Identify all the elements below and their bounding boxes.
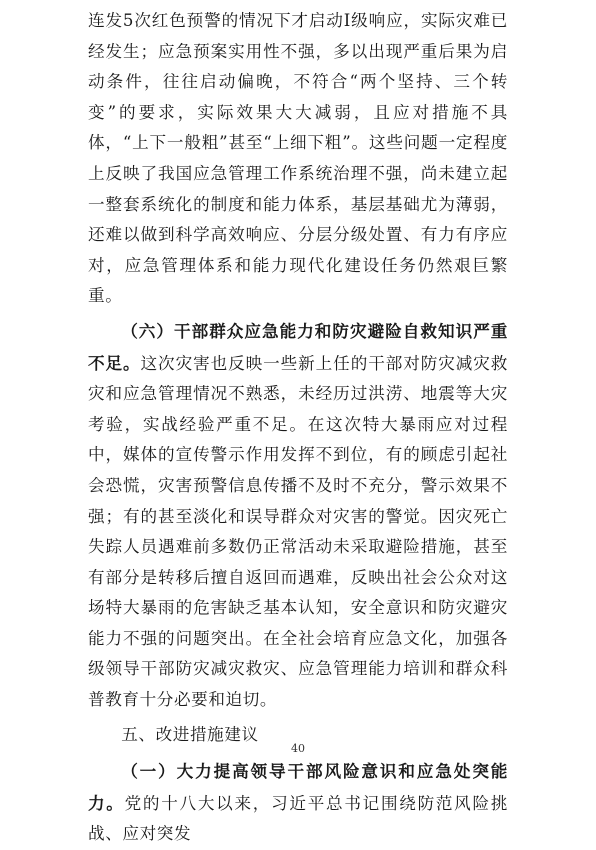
paragraph-text: 党的十八大以来，习近平总书记围绕防范风险挑战、应对突发 xyxy=(88,793,508,844)
paragraph-section-1 xyxy=(88,756,508,850)
document-body xyxy=(88,6,508,850)
paragraph-section-6 xyxy=(88,316,508,716)
paragraph-continued xyxy=(88,6,508,312)
section-heading-6: （六）干部群众应急能力和防灾避险自救知识严重不足。 xyxy=(88,320,508,373)
chapter-heading-text: 五、改进措施建议 xyxy=(121,724,259,744)
paragraph-text: 这次灾害也反映一些新上任的干部对防灾减灾救灾和应急管理情况不熟悉，未经历过洪涝、地震等大灾考验，实战经验严重不足。在这次特大暴雨应对过程中，媒体的宣传警示作用发挥不到位，有的顾虑引起社会恐慌，灾害预警信息传播不及时不充分，警示效果不强；有的甚至淡化和误导群众对灾害的警觉。因灾死亡失踪人员遇难前多数仍正常活动未采取避险措施，甚至有部分是转移后擅自返回而遇难，反映出社会公众对这场特大暴雨的危害缺乏基本认知，安全意识和防灾避灾能力不强的问题突出。在全社会培育应急文化，加强各级领导干部防灾减灾救灾、应急管理能力培训和群众科普教育十分必要和迫切。 xyxy=(88,353,508,710)
paragraph-text: 连发5次红色预警的情况下才启动Ⅰ级响应，实际灾难已经发生；应急预案实用性不强，多以出现严重后果为启动条件，往往启动偏晚，不符合“两个坚持、三个转变”的要求，实际效果大大减弱，且应对措施不具体，“上下一般粗”甚至“上细下粗”。这些问题一定程度上反映了我国应急管理工作系统治理不强，尚未建立起一整套系统化的制度和能力体系，基层基础尤为薄弱，还难以做到科学高效响应、分层分级处置、有力有序应对，应急管理体系和能力现代化建设任务仍然艰巨繁重。 xyxy=(88,11,508,306)
page-number: 40 xyxy=(291,742,305,755)
section-heading-1: （一）大力提高领导干部风险意识和应急处突能力。 xyxy=(88,761,508,813)
